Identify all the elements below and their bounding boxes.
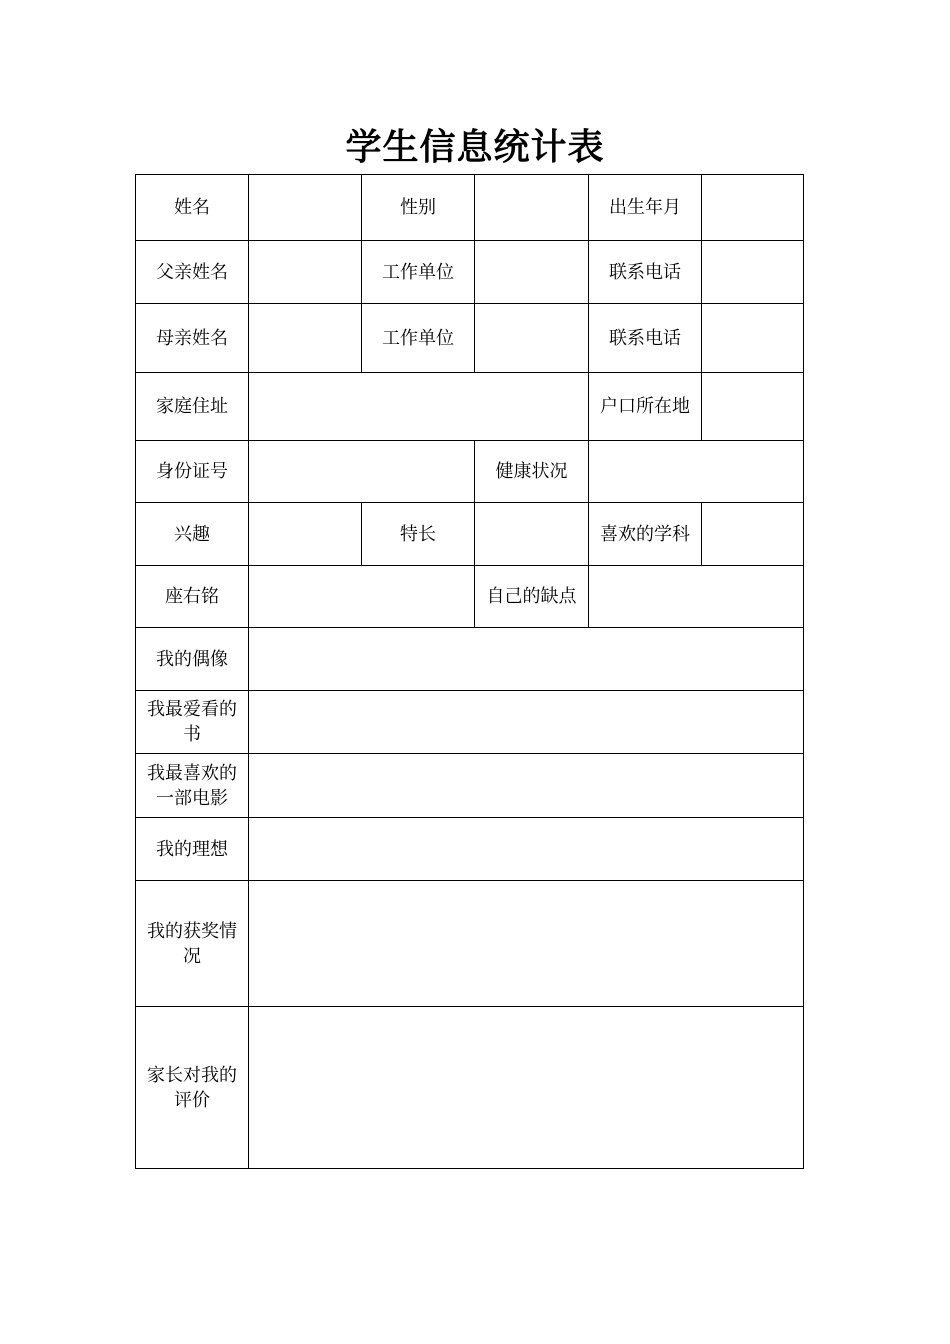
father-phone-label: 联系电话: [589, 241, 702, 304]
gender-label: 性别: [362, 175, 475, 241]
birth-label: 出生年月: [589, 175, 702, 241]
name-field[interactable]: [249, 175, 362, 241]
address-field[interactable]: [249, 373, 589, 441]
mother-phone-field[interactable]: [702, 304, 804, 373]
mother-phone-label: 联系电话: [589, 304, 702, 373]
id-number-label: 身份证号: [136, 441, 249, 503]
awards-field[interactable]: [249, 881, 804, 1007]
interest-label: 兴趣: [136, 503, 249, 566]
father-work-unit-label: 工作单位: [362, 241, 475, 304]
address-label: 家庭住址: [136, 373, 249, 441]
form-row-parent-comment: [136, 1007, 804, 1169]
favorite-movie-label: 我最喜欢的一部电影: [136, 754, 249, 818]
father-work-unit-field[interactable]: [475, 241, 589, 304]
favorite-book-field[interactable]: [249, 691, 804, 754]
hukou-label: 户口所在地: [589, 373, 702, 441]
mother-work-unit-field[interactable]: [475, 304, 589, 373]
idol-label: 我的偶像: [136, 628, 249, 691]
form-row-address: [136, 373, 804, 441]
idol-field[interactable]: [249, 628, 804, 691]
mother-name-label: 母亲姓名: [136, 304, 249, 373]
weakness-field[interactable]: [589, 566, 804, 628]
form-row-motto: [136, 566, 804, 628]
form-row-basic: [136, 175, 804, 241]
form-row-awards: [136, 881, 804, 1007]
specialty-label: 特长: [362, 503, 475, 566]
motto-label: 座右铭: [136, 566, 249, 628]
form-row-ideal: [136, 818, 804, 881]
parent-comment-label: 家长对我的评价: [136, 1007, 249, 1169]
form-row-mother: [136, 304, 804, 373]
birth-field[interactable]: [702, 175, 804, 241]
weakness-label: 自己的缺点: [475, 566, 589, 628]
gender-field[interactable]: [475, 175, 589, 241]
ideal-field[interactable]: [249, 818, 804, 881]
form-row-interest: [136, 503, 804, 566]
student-info-form: [135, 174, 804, 1169]
id-number-field[interactable]: [249, 441, 475, 503]
parent-comment-field[interactable]: [249, 1007, 804, 1169]
favorite-book-label: 我最爱看的书: [136, 691, 249, 754]
favorite-movie-field[interactable]: [249, 754, 804, 818]
form-row-id: [136, 441, 804, 503]
interest-field[interactable]: [249, 503, 362, 566]
health-label: 健康状况: [475, 441, 589, 503]
father-phone-field[interactable]: [702, 241, 804, 304]
mother-work-unit-label: 工作单位: [362, 304, 475, 373]
mother-name-field[interactable]: [249, 304, 362, 373]
form-row-father: [136, 241, 804, 304]
health-field[interactable]: [589, 441, 804, 503]
father-name-field[interactable]: [249, 241, 362, 304]
specialty-field[interactable]: [475, 503, 589, 566]
form-row-book: [136, 691, 804, 754]
form-row-movie: [136, 754, 804, 818]
page-title: 学生信息统计表: [345, 127, 605, 168]
favorite-subject-field[interactable]: [702, 503, 804, 566]
ideal-label: 我的理想: [136, 818, 249, 881]
hukou-field[interactable]: [702, 373, 804, 441]
name-label: 姓名: [136, 175, 249, 241]
father-name-label: 父亲姓名: [136, 241, 249, 304]
form-row-idol: [136, 628, 804, 691]
favorite-subject-label: 喜欢的学科: [589, 503, 702, 566]
awards-label: 我的获奖情况: [136, 881, 249, 1007]
motto-field[interactable]: [249, 566, 475, 628]
